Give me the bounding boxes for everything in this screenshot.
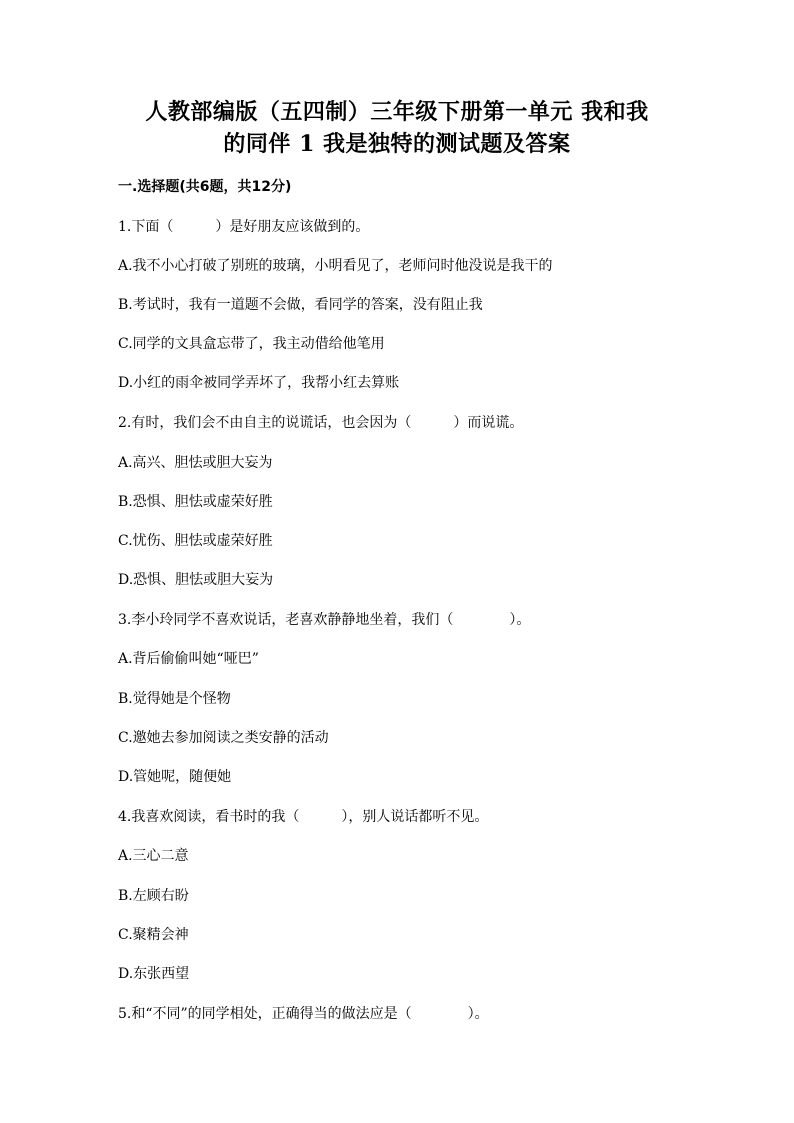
question-4-stem: 4.我喜欢阅读，看书时的我（ ），别人说话都听不见。: [118, 809, 489, 825]
question-3-stem: 3.李小玲同学不喜欢说话，老喜欢静静地坐着，我们（ ）。: [118, 612, 531, 628]
question-1-option-c: C.同学的文具盒忘带了，我主动借给他笔用: [118, 336, 385, 352]
question-2-option-a: A.高兴、胆怯或胆大妄为: [118, 455, 273, 471]
question-2-stem: 2.有时，我们会不由自主的说谎话，也会因为（ ）而说谎。: [118, 415, 524, 431]
page-title-line-1: 人教部编版（五四制）三年级下册第一单元 我和我: [145, 99, 649, 125]
question-2-option-b: B.恐惧、胆怯或虚荣好胜: [118, 494, 273, 510]
question-1-option-a: A.我不小心打破了别班的玻璃，小明看见了，老师问时他没说是我干的: [118, 258, 553, 274]
question-4-option-b: B.左顾右盼: [118, 888, 189, 904]
question-1-option-d: D.小红的雨伞被同学弄坏了，我帮小红去算账: [118, 375, 400, 391]
question-3-option-c: C.邀她去参加阅读之类安静的活动: [118, 730, 329, 746]
question-2-option-c: C.忧伤、胆怯或虚荣好胜: [118, 533, 273, 549]
section-heading: 一.选择题(共6题，共12分): [118, 179, 292, 195]
question-1-option-b: B.考试时，我有一道题不会做，看同学的答案，没有阻止我: [118, 297, 483, 313]
page-title-line-2: 的同伴 1 我是独特的测试题及答案: [223, 131, 571, 157]
question-4-option-c: C.聚精会神: [118, 927, 189, 943]
question-4-option-a: A.三心二意: [118, 848, 189, 864]
question-3-option-d: D.管她呢，随便她: [118, 769, 232, 785]
question-5-stem: 5.和“不同”的同学相处，正确得当的做法应是（ ）。: [118, 1006, 489, 1022]
question-2-option-d: D.恐惧、胆怯或胆大妄为: [118, 572, 274, 588]
question-3-option-a: A.背后偷偷叫她“哑巴”: [118, 651, 259, 667]
question-3-option-b: B.觉得她是个怪物: [118, 691, 231, 707]
question-1-stem: 1.下面（ ）是好朋友应该做到的。: [118, 219, 370, 235]
question-4-option-d: D.东张西望: [118, 966, 190, 982]
